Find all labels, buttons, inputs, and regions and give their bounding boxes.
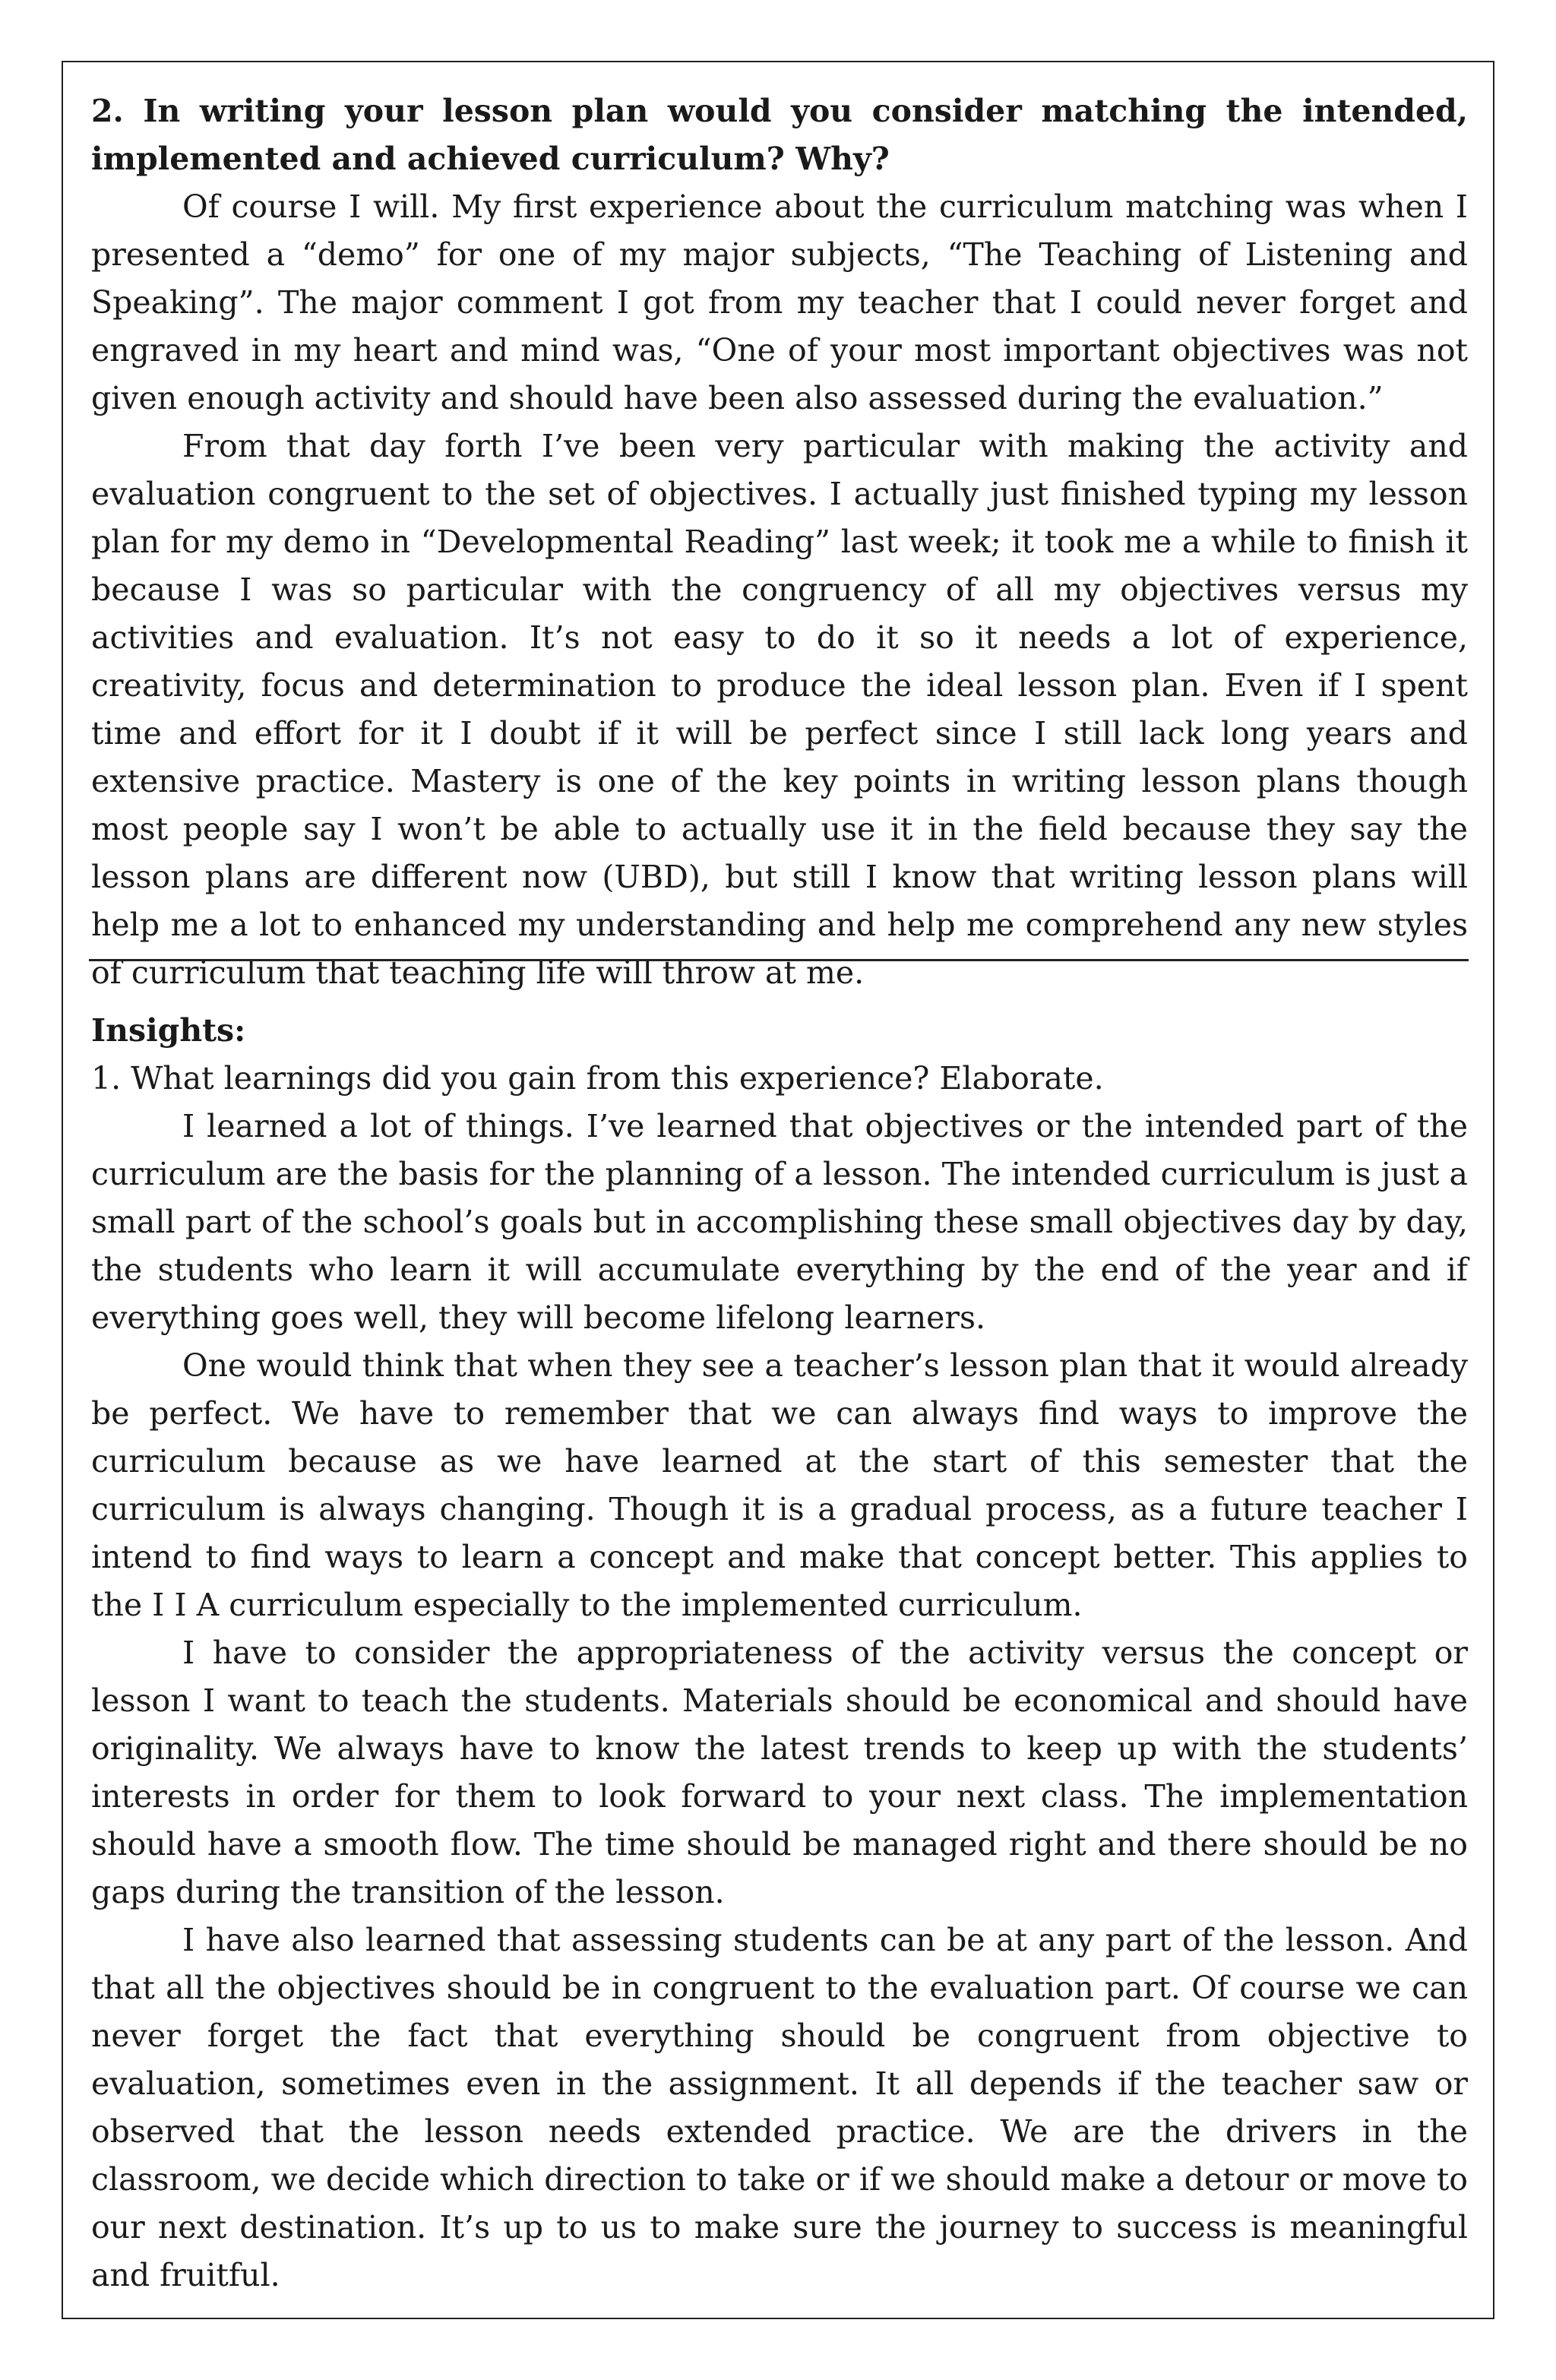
insights-paragraph-3: I have to consider the appropriateness of the activity versus the concept or lesson I want to teach the students. Materials should be economical and should have originality. We always have to know the latest trends to keep up with the students’ interests in order for them to look forward to your next class. The implementation should have a smooth flow. The time should be managed right and there should be no gaps during the transition of the lesson.	[91, 1635, 1468, 1910]
insights-paragraph-1: I learned a lot of things. I’ve learned that objectives or the intended part of the curriculum are the basis for the planning of a lesson. The intended curriculum is just a small part of the school’s goals but in accomplishing these small objectives day by day, the students who learn it will accumulate everything by the end of the year and if everything goes well, they will become lifelong learners.	[91, 1108, 1468, 1336]
insights-section	[91, 1007, 1468, 2299]
insights-paragraph-4: I have also learned that assessing students can be at any part of the lesson. And that all the objectives should be in congruent to the evaluation part. Of course we can never forget the fact that everything should be congruent from objective to evaluation, sometimes even in the assignment. It all depends if the teacher saw or observed that the lesson needs extended practice. We are the drivers in the classroom, we decide which direction to take or if we should make a detour or move to our next destination. It’s up to us to make sure the journey to success is meaningful and fruitful.	[91, 1922, 1468, 2293]
q2-paragraph-2: From that day forth I’ve been very particular with making the activity and evaluation congruent to the set of objectives. I actually just finished typing my lesson plan for my demo in “Developmental Reading” last week; it took me a while to finish it because I was so particular with the congruency of all my objectives versus my activities and evaluation. It’s not easy to do it so it needs a lot of experience, creativity, focus and determination to produce the ideal lesson plan. Even if I spent time and effort for it I doubt if it will be perfect since I still lack long years and extensive practice. Mastery is one of the key points in writing lesson plans though most people say I won’t be able to actually use it in the field because they say the lesson plans are different now (UBD), but still I know that writing lesson plans will help me a lot to enhanced my understanding and help me comprehend any new styles of curriculum that teaching life will throw at me.	[91, 428, 1468, 991]
question-2-heading: 2. In writing your lesson plan would you consider matching the intended, implemented and achieved curriculum? Why?	[91, 93, 1468, 177]
insights-paragraph-2: One would think that when they see a teacher’s lesson plan that it would already be perfect. We have to remember that we can always find ways to improve the curriculum because as we have learned at the start of this semester that the curriculum is always changing. Though it is a gradual process, as a future teacher I intend to find ways to learn a concept and make that concept better. This applies to the I I A curriculum especially to the implemented curriculum.	[91, 1347, 1468, 1623]
insights-heading: Insights:	[91, 1012, 246, 1049]
q2-paragraph-1: Of course I will. My first experience about the curriculum matching was when I presented a “demo” for one of my major subjects, “The Teaching of Listening and Speaking”. The major comment I got from my teacher that I could never forget and engraved in my heart and mind was, “One of your most important objectives was not given enough activity and should have been also assessed during the evaluation.”	[91, 188, 1468, 416]
section-divider	[89, 959, 1469, 961]
question-2-section	[91, 87, 1468, 997]
insights-question-1: 1. What learnings did you gain from this experience? Elaborate.	[91, 1060, 1104, 1097]
